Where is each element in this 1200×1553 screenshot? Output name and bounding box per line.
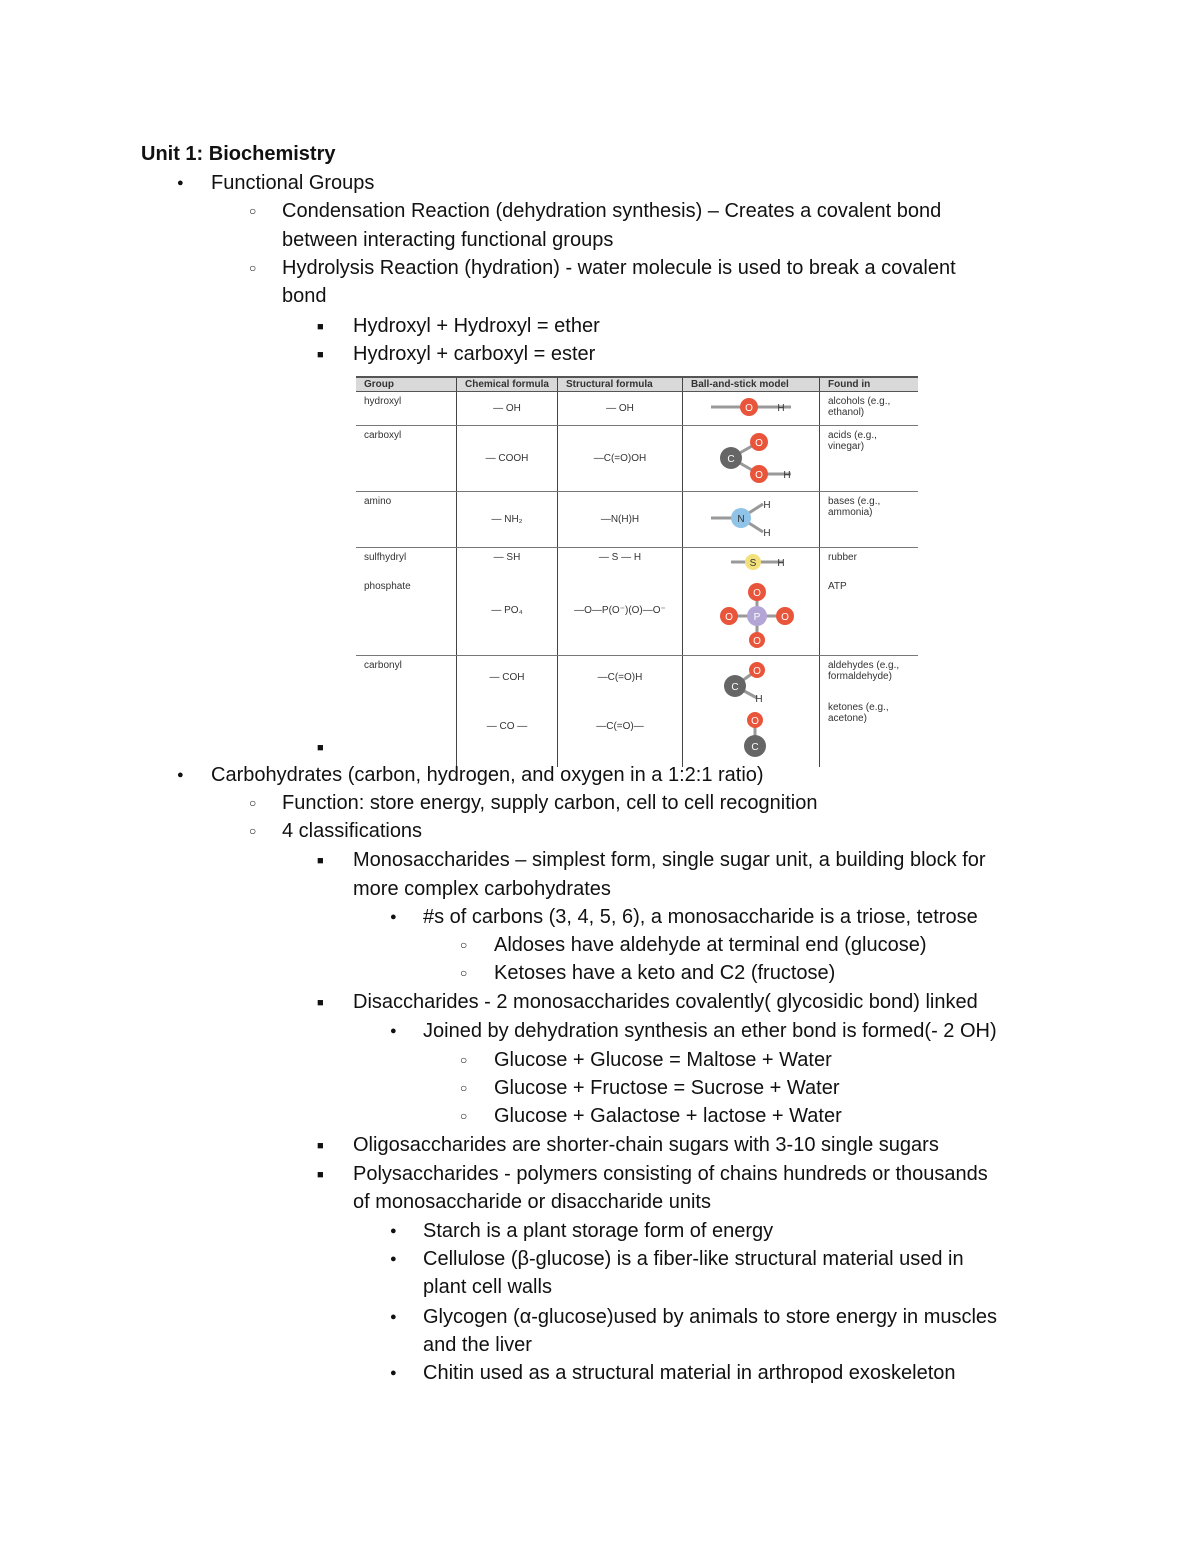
list-item: of monosaccharide or disaccharide units xyxy=(353,1191,711,1213)
list-item: Functional Groups xyxy=(211,172,375,194)
carbonyl-model-icon xyxy=(701,660,801,760)
chem-carbonyl-ketone: — CO — xyxy=(486,721,528,732)
bullet-circle xyxy=(249,197,256,227)
cell-found: acids (e.g., vinegar) xyxy=(820,426,919,492)
found-phosphate: ATP xyxy=(828,581,847,592)
bullet-square xyxy=(317,988,324,1019)
ball-model-hydroxyl xyxy=(683,392,820,426)
svg-text:O: O xyxy=(755,438,763,449)
bullet-circle xyxy=(460,931,467,961)
cell-group: carbonyl xyxy=(364,660,402,671)
bullet-circle xyxy=(249,817,256,847)
list-item: Function: store energy, supply carbon, cell to cell recognition xyxy=(282,792,818,814)
cell-struct xyxy=(558,656,683,768)
bullet-disc xyxy=(390,1017,397,1048)
chem-phosphate: — PO₄ xyxy=(491,605,523,616)
bullet-square xyxy=(317,312,324,343)
col-header: Structural formula xyxy=(558,377,683,392)
list-item: Chitin used as a structural material in arthropod exoskeleton xyxy=(423,1362,956,1384)
cell-chem xyxy=(457,656,558,768)
list-item: Glucose + Fructose = Sucrose + Water xyxy=(494,1077,840,1099)
svg-text:H: H xyxy=(783,470,791,481)
svg-text:O: O xyxy=(781,612,789,623)
list-item: Monosaccharides – simplest form, single sugar unit, a building block for xyxy=(353,849,986,871)
list-item: between interacting functional groups xyxy=(282,229,614,251)
list-item: Starch is a plant storage form of energy xyxy=(423,1220,774,1242)
svg-text:C: C xyxy=(751,742,759,753)
list-item: Oligosaccharides are shorter-chain sugars with 3-10 single sugars xyxy=(353,1134,939,1156)
struct-sulfhydryl: — S — H xyxy=(598,552,642,563)
bullet-circle xyxy=(460,959,467,989)
svg-text:S: S xyxy=(749,558,757,569)
col-header: Group xyxy=(356,377,457,392)
bullet-disc xyxy=(177,761,184,792)
group-phosphate: phosphate xyxy=(364,581,411,592)
svg-text:O: O xyxy=(725,612,733,623)
cell-struct: —N(H)H xyxy=(558,492,683,548)
cell-found xyxy=(820,656,919,768)
list-item: Glucose + Glucose = Maltose + Water xyxy=(494,1049,832,1071)
svg-text:O: O xyxy=(753,588,761,599)
found-sulfhydryl: rubber xyxy=(828,552,857,563)
svg-text:H: H xyxy=(777,403,785,414)
bullet-circle xyxy=(249,789,256,819)
chem-carbonyl-aldehyde: — COH xyxy=(489,672,525,683)
list-item: Ketoses have a keto and C2 (fructose) xyxy=(494,962,836,984)
bullet-square xyxy=(317,340,324,371)
struct-carbonyl-ketone: —C(=O)— xyxy=(596,721,644,732)
list-item: more complex carbohydrates xyxy=(353,878,611,900)
ball-model-carbonyl xyxy=(683,656,820,768)
list-item: Disaccharides - 2 monosaccharides covalently( glycosidic bond) linked xyxy=(353,991,978,1013)
col-header: Chemical formula xyxy=(457,377,558,392)
cell-found xyxy=(820,548,919,656)
col-header: Ball-and-stick model xyxy=(683,377,820,392)
list-item: Aldoses have aldehyde at terminal end (glucose) xyxy=(494,934,927,956)
group-sulfhydryl: sulfhydryl xyxy=(364,552,407,563)
table-row xyxy=(356,426,918,492)
cell-struct xyxy=(558,548,683,656)
bullet-circle xyxy=(249,254,256,284)
table-row xyxy=(356,548,918,656)
cell-group xyxy=(356,548,457,656)
list-item: 4 classifications xyxy=(282,820,423,842)
bullet-circle xyxy=(460,1074,467,1104)
list-item: plant cell walls xyxy=(423,1276,552,1298)
svg-text:H: H xyxy=(763,500,771,511)
list-item: Glycogen (α-glucose)used by animals to store energy in muscles xyxy=(423,1306,998,1328)
list-item: bond xyxy=(282,285,327,307)
svg-text:C: C xyxy=(731,682,739,693)
found-ketones: ketones (e.g., acetone) xyxy=(828,702,889,724)
col-header: Found in xyxy=(820,377,919,392)
bullet-disc xyxy=(390,1245,397,1276)
cell-chem xyxy=(457,548,558,656)
svg-text:O: O xyxy=(751,716,759,727)
bullet-disc xyxy=(390,1303,397,1334)
cell-chem: — OH xyxy=(457,392,558,426)
bullet-circle xyxy=(460,1046,467,1076)
ball-model-amino xyxy=(683,492,820,548)
hydroxyl-model-icon xyxy=(701,396,801,418)
list-item: and the liver xyxy=(423,1334,532,1356)
bullet-square xyxy=(317,1131,324,1162)
svg-text:P: P xyxy=(753,612,761,623)
svg-text:C: C xyxy=(727,454,735,465)
bullet-square xyxy=(317,1160,324,1191)
bullet-circle xyxy=(460,1102,467,1132)
amino-model-icon xyxy=(701,496,801,540)
list-item: Joined by dehydration synthesis an ether bond is formed(- 2 OH) xyxy=(423,1020,997,1042)
svg-text:H: H xyxy=(777,558,785,569)
bullet-disc xyxy=(390,1217,397,1248)
page-title: Unit 1: Biochemistry xyxy=(141,143,336,165)
bullet-disc xyxy=(177,169,184,200)
cell-chem: — NH₂ xyxy=(457,492,558,548)
functional-groups-table xyxy=(356,376,918,767)
list-item: Condensation Reaction (dehydration synthesis) – Creates a covalent bond xyxy=(282,200,942,222)
bullet-disc xyxy=(390,1359,397,1390)
cell-found: bases (e.g., ammonia) xyxy=(820,492,919,548)
svg-text:N: N xyxy=(737,514,745,525)
table-row xyxy=(356,492,918,548)
svg-text:O: O xyxy=(745,403,753,414)
cell-group: amino xyxy=(356,492,457,548)
list-item: Hydroxyl + Hydroxyl = ether xyxy=(353,315,600,337)
svg-text:O: O xyxy=(755,470,763,481)
chem-sulfhydryl: — SH xyxy=(493,552,521,563)
list-item: Glucose + Galactose + lactose + Water xyxy=(494,1105,842,1127)
sulfhydryl-phosphate-model-icon xyxy=(701,552,801,648)
ball-model-carboxyl xyxy=(683,426,820,492)
struct-carbonyl-aldehyde: —C(=O)H xyxy=(597,672,643,683)
svg-text:O: O xyxy=(753,636,761,647)
svg-text:H: H xyxy=(763,528,771,539)
cell-struct: — OH xyxy=(558,392,683,426)
bullet-disc xyxy=(390,903,397,934)
struct-phosphate: —O—P(O⁻)(O)—O⁻ xyxy=(574,605,666,616)
bullet-square xyxy=(317,733,324,764)
list-item: Polysaccharides - polymers consisting of chains hundreds or thousands xyxy=(353,1163,988,1185)
table-header-row xyxy=(356,377,918,392)
table-row xyxy=(356,392,918,426)
ball-model-sulfhydryl-phosphate xyxy=(683,548,820,656)
cell-struct: —C(=O)OH xyxy=(558,426,683,492)
found-aldehydes: aldehydes (e.g., formaldehyde) xyxy=(828,660,900,682)
list-item: Cellulose (β-glucose) is a fiber-like structural material used in xyxy=(423,1248,964,1270)
carboxyl-model-icon xyxy=(701,430,801,484)
table-row xyxy=(356,656,918,768)
cell-chem: — COOH xyxy=(457,426,558,492)
list-item: Carbohydrates (carbon, hydrogen, and oxygen in a 1:2:1 ratio) xyxy=(211,764,764,786)
cell-found: alcohols (e.g., ethanol) xyxy=(820,392,919,426)
svg-text:H: H xyxy=(755,694,763,705)
list-item: Hydroxyl + carboxyl = ester xyxy=(353,343,596,365)
cell-group: hydroxyl xyxy=(356,392,457,426)
list-item: #s of carbons (3, 4, 5, 6), a monosaccharide is a triose, tetrose xyxy=(423,906,978,928)
cell-group: carboxyl xyxy=(356,426,457,492)
svg-text:O: O xyxy=(753,666,761,677)
bullet-square xyxy=(317,846,324,877)
list-item: Hydrolysis Reaction (hydration) - water molecule is used to break a covalent xyxy=(282,257,956,279)
